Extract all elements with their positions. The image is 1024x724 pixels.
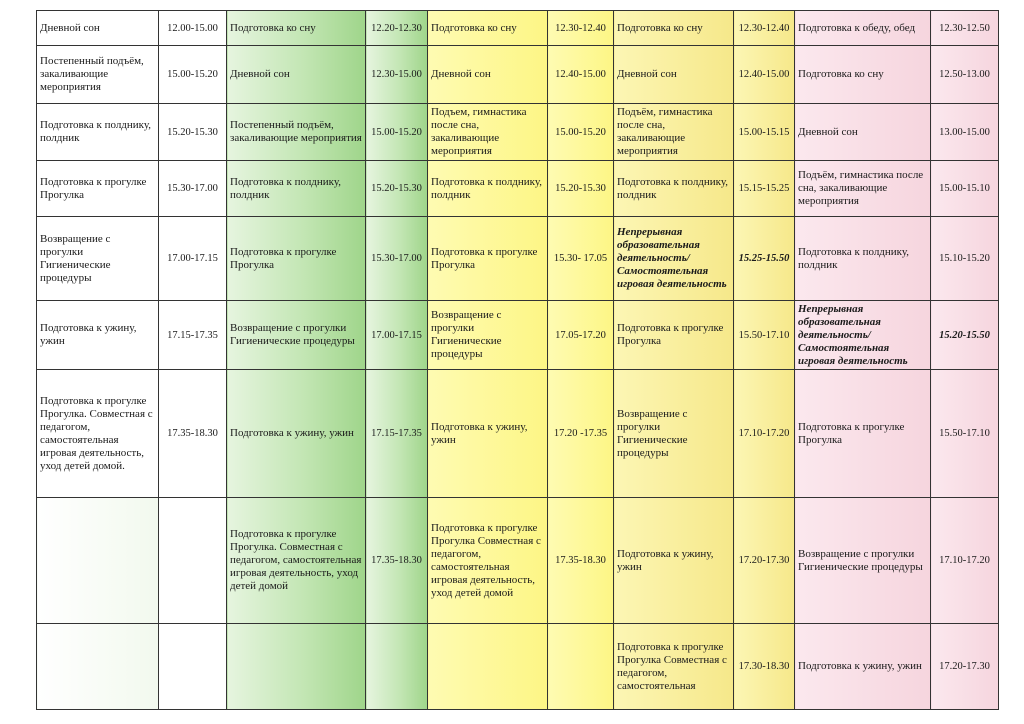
activity-cell: Возвращение с прогулки Гигиенические процедуры (227, 301, 366, 370)
activity-cell: Подготовка к ужину, ужин (614, 498, 734, 624)
table-row (37, 11, 999, 46)
daily-schedule-table (36, 10, 999, 710)
table-row (37, 498, 999, 624)
table-row (37, 301, 999, 370)
activity-cell: Подготовка к ужину, ужин (428, 370, 548, 498)
time-cell: 17.15-17.35 (366, 370, 428, 498)
time-cell: 15.00-15.20 (366, 104, 428, 161)
activity-cell: Подготовка к ужину, ужин (37, 301, 159, 370)
time-cell (159, 624, 227, 710)
time-cell: 15.20-15.30 (366, 161, 428, 217)
time-cell (548, 624, 614, 710)
activity-cell (227, 624, 366, 710)
activity-cell: Непрерывная образовательная деятельность/ Самостоятельная игровая деятельность (614, 217, 734, 301)
time-cell: 15.50-17.10 (734, 301, 795, 370)
activity-cell: Подготовка к прогулке Прогулка (428, 217, 548, 301)
time-cell: 15.00-15.20 (159, 46, 227, 104)
table-row (37, 104, 999, 161)
activity-cell: Возвращение с прогулки Гигиенические процедуры (428, 301, 548, 370)
time-cell: 17.00-17.15 (366, 301, 428, 370)
activity-cell: Подготовка к прогулке Прогулка (614, 301, 734, 370)
activity-cell: Подготовка к полднику, полдник (795, 217, 931, 301)
activity-cell: Подготовка к полднику, полдник (227, 161, 366, 217)
activity-cell: Дневной сон (795, 104, 931, 161)
time-cell: 17.15-17.35 (159, 301, 227, 370)
time-cell: 17.35-18.30 (548, 498, 614, 624)
activity-cell (37, 498, 159, 624)
activity-cell: Подготовка к полднику, полдник (37, 104, 159, 161)
time-cell: 15.30- 17.05 (548, 217, 614, 301)
activity-cell: Подготовка к полднику, полдник (428, 161, 548, 217)
activity-cell: Подготовка к прогулке Прогулка. Совместная с педагогом, самостоятельная игровая деятельность, уход детей домой. (37, 370, 159, 498)
activity-cell: Дневной сон (614, 46, 734, 104)
time-cell: 17.05-17.20 (548, 301, 614, 370)
activity-cell: Подготовка к прогулке Прогулка (795, 370, 931, 498)
activity-cell: Подъём, гимнастика после сна, закаливающие мероприятия (614, 104, 734, 161)
time-cell: 15.30-17.00 (159, 161, 227, 217)
time-cell: 12.40-15.00 (734, 46, 795, 104)
time-cell: 15.00-15.15 (734, 104, 795, 161)
time-cell: 15.30-17.00 (366, 217, 428, 301)
activity-cell: Подготовка ко сну (795, 46, 931, 104)
time-cell: 17.10-17.20 (931, 498, 999, 624)
activity-cell: Подготовка к прогулке Прогулка. Совместная с педагогом, самостоятельная игровая деятельность, уход детей домой (227, 498, 366, 624)
time-cell: 15.50-17.10 (931, 370, 999, 498)
activity-cell: Подготовка к прогулке Прогулка Совместная с педагогом, самостоятельная игровая деятельность, уход детей домой (428, 498, 548, 624)
activity-cell: Дневной сон (227, 46, 366, 104)
activity-cell: Подготовка ко сну (227, 11, 366, 46)
activity-cell: Постепенный подъём, закаливающие мероприятия (37, 46, 159, 104)
time-cell: 13.00-15.00 (931, 104, 999, 161)
activity-cell: Постепенный подъём, закаливающие мероприятия (227, 104, 366, 161)
activity-cell: Возвращение с прогулки Гигиенические процедуры (795, 498, 931, 624)
time-cell: 17.20-17.30 (734, 498, 795, 624)
time-cell: 17.20 -17.35 (548, 370, 614, 498)
time-cell (159, 498, 227, 624)
activity-cell: Подготовка к обеду, обед (795, 11, 931, 46)
time-cell: 12.50-13.00 (931, 46, 999, 104)
time-cell: 17.35-18.30 (159, 370, 227, 498)
table-row (37, 217, 999, 301)
time-cell: 15.15-15.25 (734, 161, 795, 217)
time-cell: 15.10-15.20 (931, 217, 999, 301)
table-row (37, 624, 999, 710)
activity-cell (37, 624, 159, 710)
activity-cell: Подготовка к прогулке Прогулка Совместная с педагогом, самостоятельная (614, 624, 734, 710)
activity-cell: Дневной сон (428, 46, 548, 104)
time-cell: 15.20-15.30 (159, 104, 227, 161)
time-cell: 12.30-15.00 (366, 46, 428, 104)
time-cell: 12.30-12.40 (548, 11, 614, 46)
activity-cell: Возвращение с прогулки Гигиенические процедуры (37, 217, 159, 301)
time-cell: 12.20-12.30 (366, 11, 428, 46)
time-cell: 12.40-15.00 (548, 46, 614, 104)
time-cell: 17.30-18.30 (734, 624, 795, 710)
time-cell: 17.10-17.20 (734, 370, 795, 498)
time-cell: 17.00-17.15 (159, 217, 227, 301)
activity-cell: Подъем, гимнастика после сна, закаливающие мероприятия (428, 104, 548, 161)
time-cell: 17.20-17.30 (931, 624, 999, 710)
time-cell: 15.20-15.50 (931, 301, 999, 370)
activity-cell: Подготовка к ужину, ужин (227, 370, 366, 498)
activity-cell: Подготовка к ужину, ужин (795, 624, 931, 710)
time-cell: 12.30-12.40 (734, 11, 795, 46)
activity-cell: Подготовка к прогулке Прогулка (227, 217, 366, 301)
time-cell: 15.00-15.20 (548, 104, 614, 161)
activity-cell: Непрерывная образовательная деятельность/ Самостоятельная игровая деятельность (795, 301, 931, 370)
time-cell: 15.00-15.10 (931, 161, 999, 217)
activity-cell (428, 624, 548, 710)
table-row (37, 370, 999, 498)
time-cell: 15.20-15.30 (548, 161, 614, 217)
time-cell: 17.35-18.30 (366, 498, 428, 624)
table-row (37, 161, 999, 217)
time-cell: 15.25-15.50 (734, 217, 795, 301)
activity-cell: Подъём, гимнастика после сна, закаливающие мероприятия (795, 161, 931, 217)
time-cell: 12.00-15.00 (159, 11, 227, 46)
activity-cell: Дневной сон (37, 11, 159, 46)
activity-cell: Возвращение с прогулки Гигиенические процедуры (614, 370, 734, 498)
table-row (37, 46, 999, 104)
time-cell: 12.30-12.50 (931, 11, 999, 46)
activity-cell: Подготовка ко сну (428, 11, 548, 46)
time-cell (366, 624, 428, 710)
activity-cell: Подготовка ко сну (614, 11, 734, 46)
activity-cell: Подготовка к прогулке Прогулка (37, 161, 159, 217)
activity-cell: Подготовка к полднику, полдник (614, 161, 734, 217)
